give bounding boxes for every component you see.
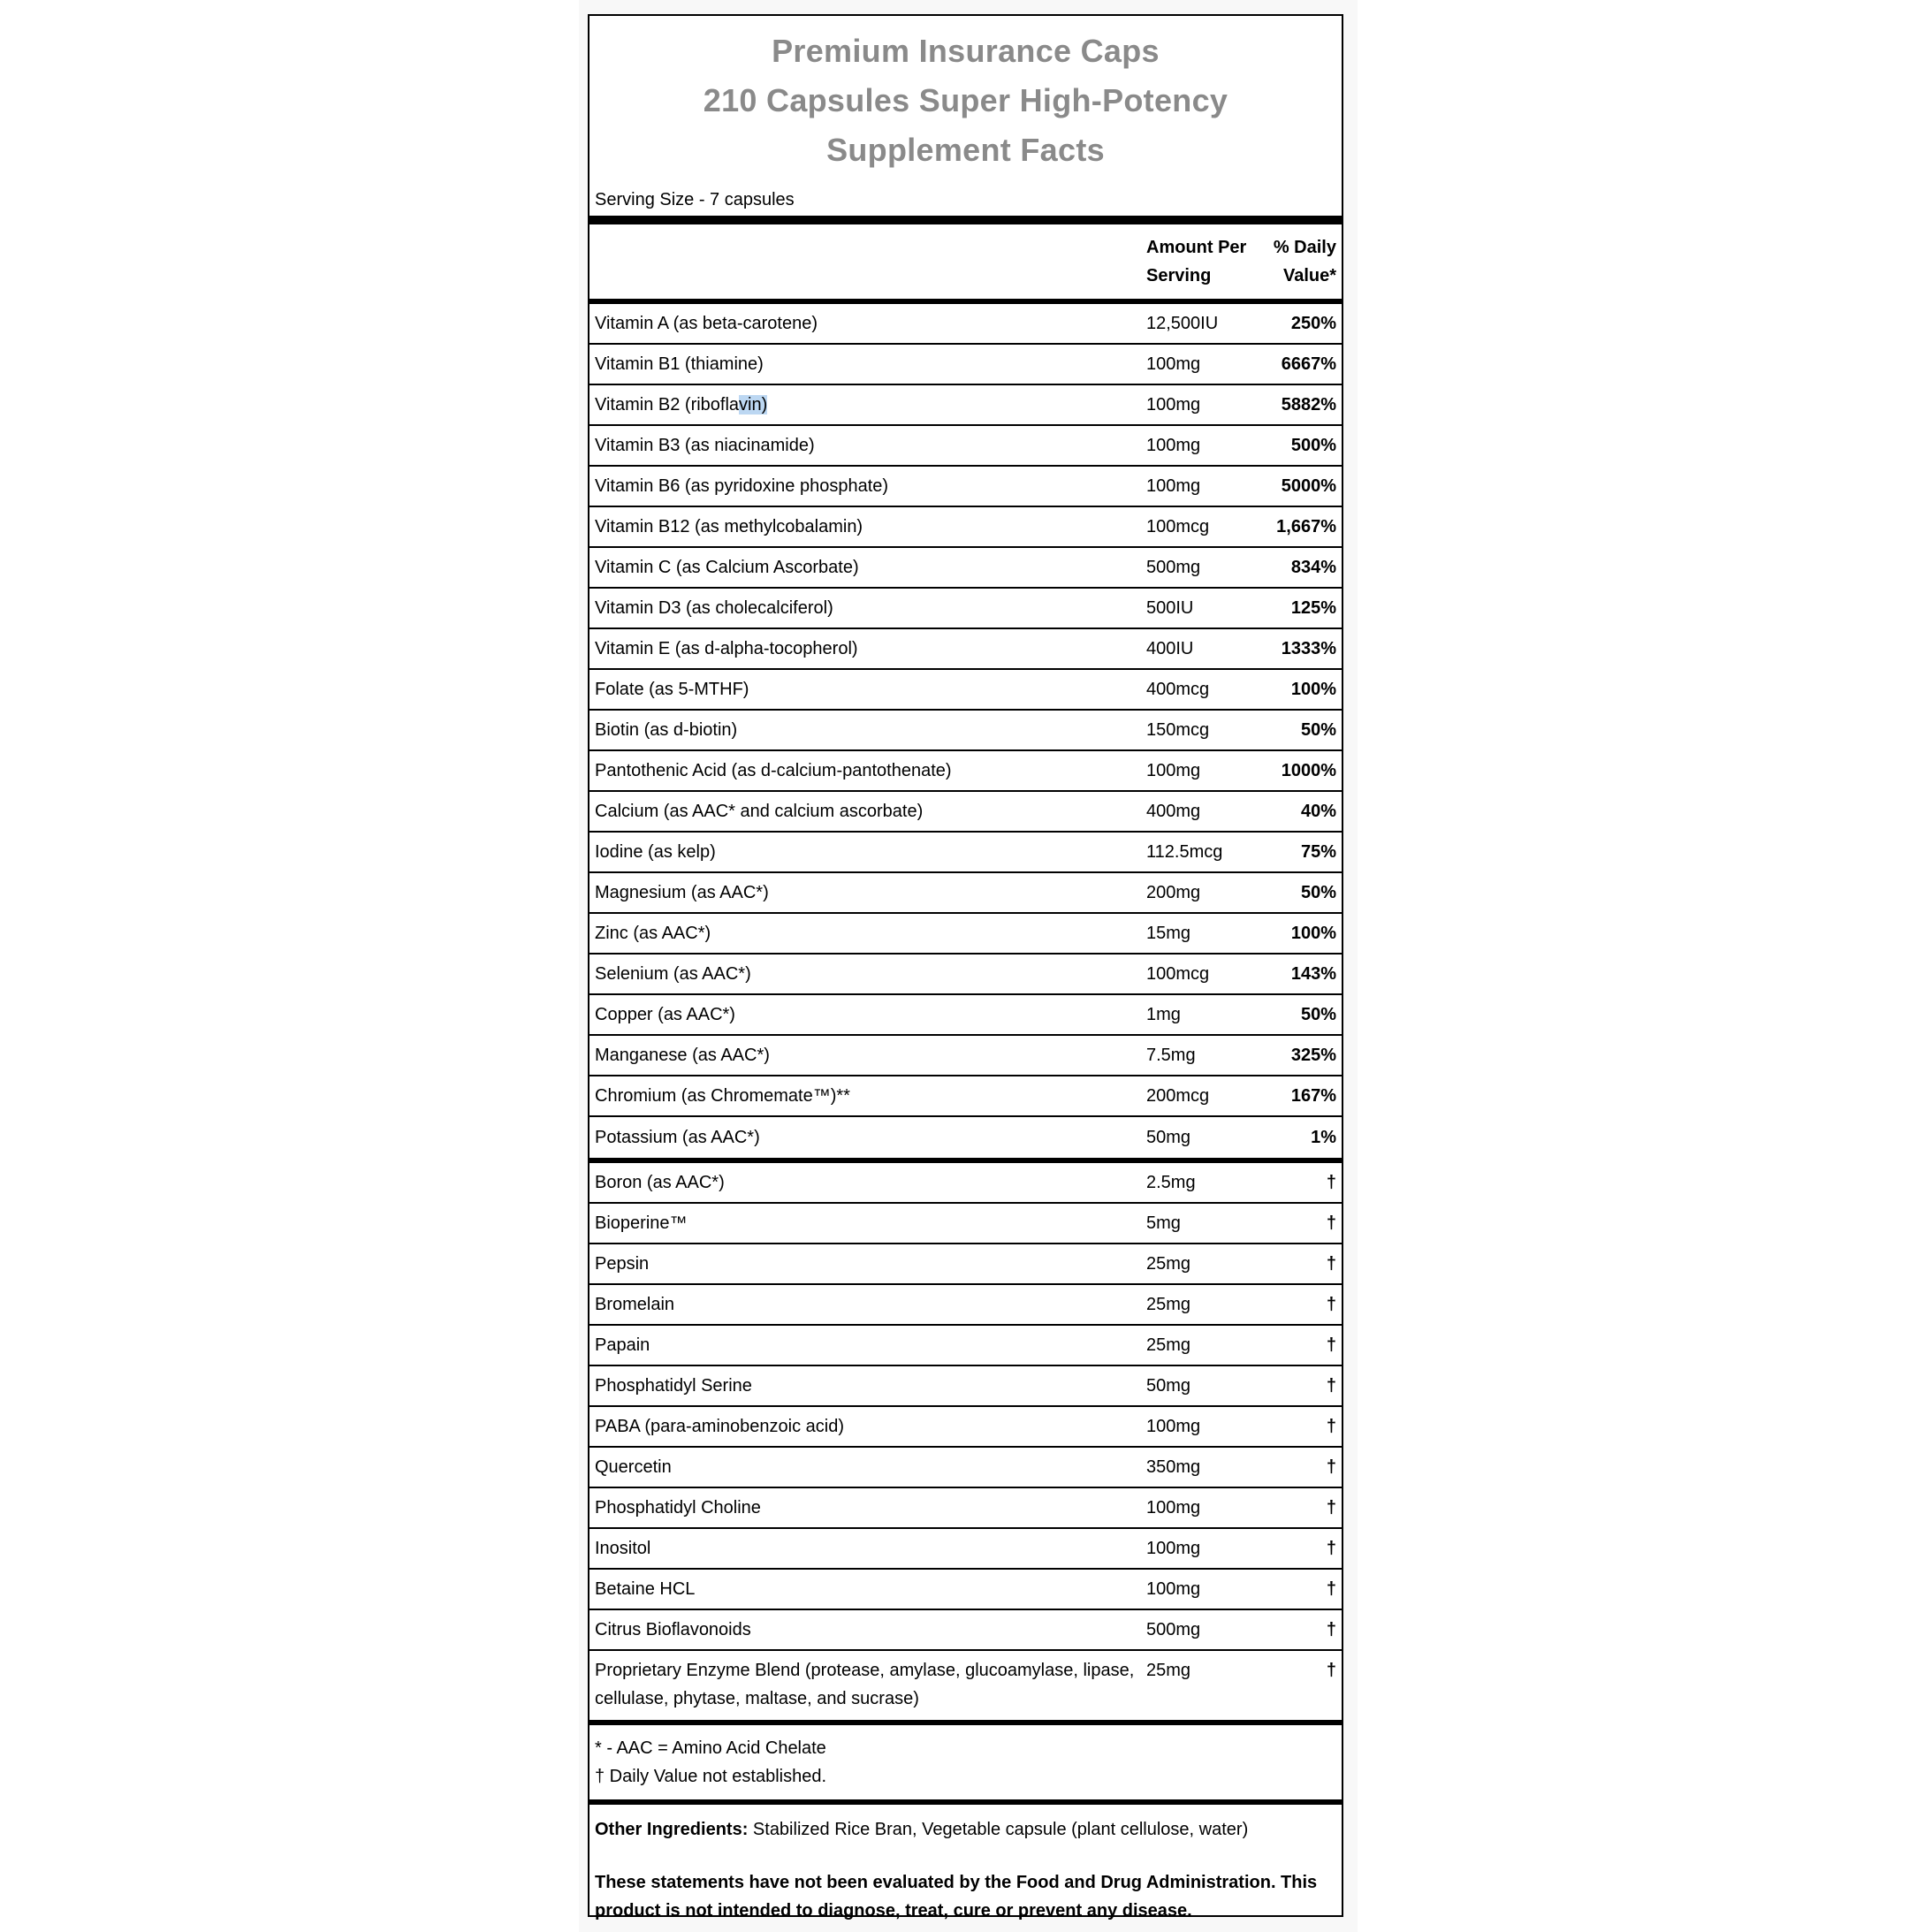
nutrient-name: Citrus Bioflavonoids: [595, 1620, 751, 1639]
table-row: [589, 1204, 1342, 1244]
nutrient-name: Boron (as AAC*): [595, 1173, 725, 1192]
nutrient-amount: 15mg: [1146, 924, 1191, 943]
table-row: [589, 1036, 1342, 1076]
nutrient-name: Folate (as 5-MTHF): [595, 680, 749, 699]
nutrient-name: Vitamin A (as beta-carotene): [595, 314, 818, 333]
nutrient-amount: 400IU: [1146, 639, 1194, 658]
other-ingredients: [589, 1805, 1342, 1844]
table-row: [589, 792, 1342, 833]
nutrient-name: Vitamin B1 (thiamine): [595, 354, 764, 374]
table-row: [589, 1570, 1342, 1610]
nutrient-name: [589, 392, 1145, 418]
table-row: [589, 1488, 1342, 1529]
column-header-dv: [1268, 233, 1342, 290]
nutrient-amount: 100mcg: [1146, 517, 1210, 536]
nutrient-daily-value: 1333%: [1281, 639, 1336, 658]
table-row: [589, 1407, 1342, 1448]
column-headers: [589, 224, 1342, 299]
nutrient-amount: 100mg: [1146, 436, 1201, 455]
nutrient-amount: 100mg: [1146, 761, 1201, 780]
table-row: [589, 833, 1342, 873]
nutrient-daily-value: †: [1326, 1376, 1336, 1396]
supplement-facts-label: [588, 14, 1343, 1921]
column-header-amount: [1145, 233, 1268, 290]
nutrient-amount: 100mg: [1146, 1539, 1201, 1558]
nutrient-amount: 500mg: [1146, 1620, 1201, 1639]
dv-header-line1: % Daily: [1273, 238, 1336, 257]
enzyme-name-line1: Proprietary Enzyme Blend (protease, amylase, glucoamylase, lipase,: [595, 1661, 1135, 1680]
nutrient-amount: 50mg: [1146, 1128, 1191, 1147]
nutrient-name: Vitamin B12 (as methylcobalamin): [595, 517, 863, 536]
table-row: [589, 873, 1342, 914]
nutrient-name: Iodine (as kelp): [595, 842, 716, 862]
nutrient-daily-value: 100%: [1290, 924, 1336, 943]
nutrient-amount: 12,500IU: [1146, 314, 1219, 333]
nutrient-daily-value: †: [1326, 1295, 1336, 1314]
nutrient-name: Phosphatidyl Serine: [595, 1376, 752, 1396]
nutrient-daily-value: 1000%: [1281, 761, 1336, 780]
nutrient-daily-value: 5000%: [1281, 476, 1336, 496]
table-row: [589, 629, 1342, 670]
nutrient-daily-value: 834%: [1290, 558, 1336, 577]
nutrient-amount: 5mg: [1146, 1213, 1181, 1233]
nutrient-daily-value: 75%: [1300, 842, 1336, 862]
nutrient-daily-value: †: [1326, 1539, 1336, 1558]
nutrient-daily-value: 50%: [1300, 1005, 1336, 1024]
nutrient-name: Papain: [595, 1335, 650, 1355]
nutrient-name: Bioperine™: [595, 1213, 688, 1233]
nutrient-daily-value: 5882%: [1281, 395, 1336, 415]
nutrient-amount: 100mg: [1146, 1417, 1201, 1436]
table-row: [589, 751, 1342, 792]
nutrient-name: [589, 1656, 1145, 1713]
nutrient-amount: 100mg: [1146, 1498, 1201, 1517]
nutrient-daily-value: †: [1326, 1335, 1336, 1355]
nutrient-daily-value: 50%: [1300, 883, 1336, 902]
nutrient-name: Biotin (as d-biotin): [595, 720, 738, 740]
nutrient-daily-value: 1%: [1311, 1128, 1336, 1147]
nutrient-amount: 100mcg: [1146, 964, 1210, 984]
table-row: [589, 345, 1342, 385]
nutrient-name: Pepsin: [595, 1254, 650, 1274]
nutrient-amount: 25mg: [1146, 1335, 1191, 1355]
nutrient-amount: 25mg: [1146, 1661, 1191, 1680]
nutrient-name: Copper (as AAC*): [595, 1005, 735, 1024]
nutrient-name: Manganese (as AAC*): [595, 1046, 770, 1065]
dv-header-line2: Value*: [1282, 266, 1336, 285]
serving-size: Serving Size - 7 capsules: [595, 190, 795, 209]
nutrient-name: Bromelain: [595, 1295, 675, 1314]
nutrient-daily-value: †: [1326, 1254, 1336, 1274]
nutrient-amount: 100mg: [1146, 476, 1201, 496]
nutrient-amount: 2.5mg: [1146, 1173, 1196, 1192]
nutrient-daily-value: 6667%: [1281, 354, 1336, 374]
footnotes: [589, 1725, 1342, 1799]
other-nutrients-section: [589, 1163, 1342, 1651]
nutrient-daily-value: 100%: [1290, 680, 1336, 699]
nutrient-daily-value: †: [1326, 1457, 1336, 1477]
nutrient-amount: 112.5mcg: [1146, 842, 1223, 862]
table-row: [589, 467, 1342, 507]
table-row: [589, 426, 1342, 467]
nutrient-daily-value: 125%: [1290, 598, 1336, 618]
table-row: [589, 548, 1342, 589]
table-row: [589, 1448, 1342, 1488]
nutrient-daily-value: †: [1326, 1498, 1336, 1517]
nutrient-daily-value: †: [1326, 1661, 1336, 1680]
nutrient-amount: 1mg: [1146, 1005, 1181, 1024]
table-row: [589, 1163, 1342, 1204]
nutrient-name: Selenium (as AAC*): [595, 964, 751, 984]
nutrient-daily-value: †: [1326, 1620, 1336, 1639]
nutrient-name: Zinc (as AAC*): [595, 924, 711, 943]
nutrient-daily-value: 40%: [1300, 802, 1336, 821]
product-subtitle: 210 Capsules Super High-Potency: [703, 82, 1228, 118]
nutrient-amount: 400mcg: [1146, 680, 1210, 699]
table-row: [589, 1529, 1342, 1570]
table-row: [589, 670, 1342, 711]
table-row: [589, 304, 1342, 345]
nutrient-amount: 200mcg: [1146, 1086, 1210, 1106]
nutrient-amount: 400mg: [1146, 802, 1201, 821]
table-row: [589, 995, 1342, 1036]
nutrient-amount: 500IU: [1146, 598, 1194, 618]
amount-header-line1: Amount Per: [1146, 238, 1247, 257]
supplement-facts-heading: Supplement Facts: [826, 132, 1105, 168]
nutrient-amount: 100mg: [1146, 1579, 1201, 1599]
vitamins-section: [589, 304, 1342, 1158]
table-row-enzyme-blend: [589, 1651, 1342, 1720]
table-row: [589, 1244, 1342, 1285]
divider-thick: [589, 216, 1342, 224]
amount-header-line2: Serving: [1146, 266, 1212, 285]
nutrient-amount: 500mg: [1146, 558, 1201, 577]
table-row: [589, 1285, 1342, 1326]
nutrient-name: Inositol: [595, 1539, 651, 1558]
nutrient-daily-value: 500%: [1290, 436, 1336, 455]
nutrient-daily-value: †: [1326, 1213, 1336, 1233]
nutrient-amount: 25mg: [1146, 1254, 1191, 1274]
nutrient-amount: 100mg: [1146, 354, 1201, 374]
disclaimer-line2: product is not intended to diagnose, treat, cure or prevent any disease.: [595, 1901, 1192, 1921]
nutrient-name: Magnesium (as AAC*): [595, 883, 769, 902]
nutrient-amount: 200mg: [1146, 883, 1201, 902]
nutrient-amount: 100mg: [1146, 395, 1201, 415]
disclaimer-line1: These statements have not been evaluated by the Food and Drug Administration. This: [595, 1873, 1318, 1892]
nutrient-daily-value: 167%: [1290, 1086, 1336, 1106]
table-row: [589, 507, 1342, 548]
table-row: [589, 1076, 1342, 1117]
nutrient-name: Chromium (as Chromemate™)**: [595, 1086, 850, 1106]
table-row: [589, 1366, 1342, 1407]
nutrient-daily-value: †: [1326, 1173, 1336, 1192]
nutrient-name-text: Vitamin B2 (ribofla: [595, 395, 740, 415]
nutrient-daily-value: 50%: [1300, 720, 1336, 740]
nutrient-name: PABA (para-aminobenzoic acid): [595, 1417, 844, 1436]
table-row: [589, 955, 1342, 995]
nutrient-name: Quercetin: [595, 1457, 672, 1477]
nutrient-amount: 50mg: [1146, 1376, 1191, 1396]
nutrient-name: Phosphatidyl Choline: [595, 1498, 761, 1517]
nutrient-daily-value: 143%: [1290, 964, 1336, 984]
table-row: [589, 1326, 1342, 1366]
table-row: [589, 711, 1342, 751]
table-row: [589, 914, 1342, 955]
nutrient-name: Vitamin E (as d-alpha-tocopherol): [595, 639, 858, 658]
label-header: [589, 16, 1342, 216]
nutrient-name: Calcium (as AAC* and calcium ascorbate): [595, 802, 924, 821]
nutrient-name: Vitamin D3 (as cholecalciferol): [595, 598, 833, 618]
footnote-aac: * - AAC = Amino Acid Chelate: [595, 1738, 826, 1758]
nutrient-daily-value: 250%: [1290, 314, 1336, 333]
nutrient-daily-value: 1,667%: [1276, 517, 1336, 536]
nutrient-amount: 7.5mg: [1146, 1046, 1196, 1065]
footnote-dagger: † Daily Value not established.: [595, 1767, 827, 1786]
nutrient-daily-value: †: [1326, 1579, 1336, 1599]
nutrient-name: Vitamin C (as Calcium Ascorbate): [595, 558, 859, 577]
table-row: [589, 1610, 1342, 1651]
nutrient-daily-value: 325%: [1290, 1046, 1336, 1065]
nutrient-amount: 150mcg: [1146, 720, 1210, 740]
nutrient-name: Betaine HCL: [595, 1579, 696, 1599]
other-ingredients-label: Other Ingredients:: [595, 1820, 749, 1839]
nutrient-name: Potassium (as AAC*): [595, 1128, 760, 1147]
table-row: [589, 589, 1342, 629]
enzyme-name-line2: cellulase, phytase, maltase, and sucrase): [595, 1689, 919, 1708]
nutrient-name: Vitamin B6 (as pyridoxine phosphate): [595, 476, 889, 496]
table-row: [589, 385, 1342, 426]
product-name: Premium Insurance Caps: [772, 33, 1160, 69]
table-row: [589, 1117, 1342, 1158]
selected-text-highlight[interactable]: vin): [739, 395, 768, 415]
nutrient-amount: 350mg: [1146, 1457, 1201, 1477]
other-ingredients-text: Stabilized Rice Bran, Vegetable capsule (plant cellulose, water): [748, 1820, 1249, 1839]
nutrient-name: Vitamin B3 (as niacinamide): [595, 436, 815, 455]
fda-disclaimer: [589, 1844, 1342, 1925]
nutrient-name: Pantothenic Acid (as d-calcium-pantothenate): [595, 761, 952, 780]
nutrient-daily-value: †: [1326, 1417, 1336, 1436]
nutrient-amount: 25mg: [1146, 1295, 1191, 1314]
